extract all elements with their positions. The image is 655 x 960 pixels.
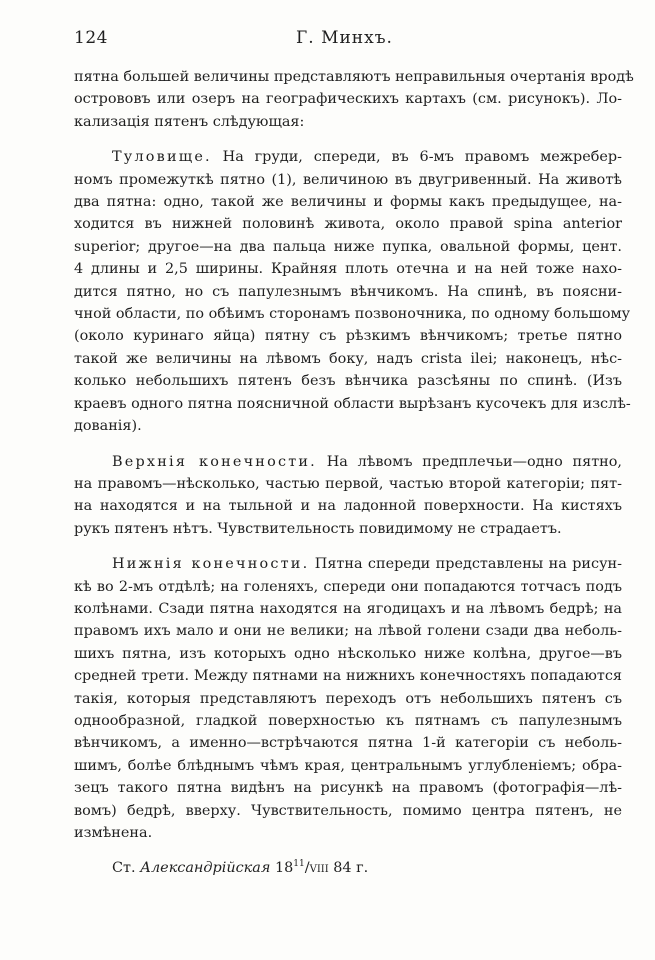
text-fragment: Пятна спереди представлены на рисун- <box>309 556 622 573</box>
text-line <box>74 451 622 473</box>
paragraph-lower-limbs <box>74 553 622 844</box>
text-line: краевъ одного пятна поясничной области вырѣзанъ кусочекъ для изслѣ- <box>74 395 631 412</box>
signature-year: 84 г. <box>328 860 369 877</box>
text-line: такія, которыя представляютъ переходъ отъ небольшихъ пятенъ съ <box>74 690 622 707</box>
text-line: 4 длины и 2,5 ширины. Крайняя плоть отечна и на ней тоже нахо- <box>74 261 622 278</box>
text-line: кализація пятенъ слѣдующая: <box>74 113 305 130</box>
paragraph-gap <box>74 844 622 857</box>
text-line: номъ промежуткѣ пятно (1), величиною въ двугривенный. На животѣ <box>74 171 622 188</box>
signature-month-roman: VIII <box>309 864 329 876</box>
text-line: острововъ или озеръ на географическихъ картахъ (см. рисунокъ). Ло- <box>74 91 622 108</box>
text-line: правомъ ихъ мало и они не велики; на лѣвой голени сзади два неболь- <box>74 623 622 640</box>
text-line <box>74 146 622 168</box>
text-line: вѣнчикомъ, а именно—встрѣчаются пятна 1-й категоріи съ неболь- <box>74 735 622 752</box>
signature-month-sup: 11 <box>293 859 305 870</box>
section-heading-upper-limbs: Верхнія конечности. <box>112 453 317 470</box>
page-number: 124 <box>74 28 108 48</box>
body-text <box>74 66 634 882</box>
text-line: на находятся и на тыльной и на ладонной поверхности. На кистяхъ <box>74 498 622 515</box>
text-line: вомъ) бедрѣ, вверху. Чувствительность, помимо центра пятенъ, не <box>74 802 622 819</box>
paragraph-gap <box>74 133 622 146</box>
text-line: два пятна: одно, такой же величины и формы какъ предыдущее, на- <box>74 194 622 211</box>
text-line: такой же величины на лѣвомъ боку, надъ crista ilei; наконецъ, нѣс- <box>74 350 622 367</box>
section-heading-torso: Туловище. <box>112 149 212 166</box>
paragraph-intro <box>74 66 634 133</box>
signature-place: Александрійская <box>140 860 271 877</box>
section-heading-lower-limbs: Нижнія конечности. <box>112 556 310 573</box>
text-line: измѣнена. <box>74 825 153 841</box>
text-line: пятна большей величины представляютъ неправильныя очертанія вродѣ <box>74 69 634 85</box>
text-line: на правомъ—нѣсколько, частью первой, частью второй категоріи; пят- <box>74 475 622 492</box>
text-fragment: На лѣвомъ предплечьи—одно пятно, <box>316 453 622 470</box>
text-line: колько небольшихъ пятенъ безъ вѣнчика разсѣяны по спинѣ. (Изъ <box>74 373 622 390</box>
text-fragment: На груди, спереди, въ 6-мъ правомъ межребер- <box>211 149 622 166</box>
text-line: дится пятно, но съ папулезнымъ вѣнчикомъ. На спинѣ, въ поясни- <box>74 283 622 300</box>
text-line: однообразной, гладкой поверхностью къ пятнамъ съ папулезнымъ <box>74 712 622 729</box>
text-line: зецъ такого пятна видѣнъ на рисункѣ на правомъ (фотографія—лѣ- <box>74 780 622 797</box>
text-line: шихъ пятна, изъ которыхъ одно нѣсколько ниже колѣна, другое—въ <box>74 645 622 662</box>
text-line: (около куринаго яйца) пятну съ рѣзкимъ вѣнчикомъ; третье пятно <box>74 328 622 345</box>
signature-month-slash: / <box>304 860 310 877</box>
text-line: шимъ, болѣе блѣднымъ чѣмъ края, центральнымъ углубленіемъ; обра- <box>74 757 622 774</box>
text-line: ходится въ нижней половинѣ живота, около правой spina anterior <box>74 216 622 233</box>
running-head: Г. Минхъ. <box>296 28 393 48</box>
signature-prefix: Ст. <box>112 860 141 877</box>
paragraph-upper-limbs <box>74 451 622 541</box>
paragraph-gap <box>74 438 622 451</box>
text-line <box>74 553 622 575</box>
text-line: колѣнами. Сзади пятна находятся на ягодицахъ и на лѣвомъ бедрѣ; на <box>74 600 622 617</box>
signature-line <box>74 857 622 881</box>
text-line: дованія). <box>74 418 142 435</box>
text-line: чной области, по обѣимъ сторонамъ позвоночника, по одному большому <box>74 306 631 323</box>
text-line: superior; другое—на два пальца ниже пупка, овальной формы, цент. <box>74 238 622 255</box>
paragraph-gap <box>74 540 622 553</box>
signature-day: 18 <box>270 860 294 877</box>
paragraph-torso <box>74 146 631 437</box>
text-line: кѣ во 2-мъ отдѣлѣ; на голеняхъ, спереди они попадаются тотчасъ подъ <box>74 578 622 595</box>
page-header <box>74 28 595 52</box>
text-line: средней трети. Между пятнами на нижнихъ конечностяхъ попадаются <box>74 668 622 685</box>
text-line: рукъ пятенъ нѣтъ. Чувствительность повидимому не страдаетъ. <box>74 520 562 537</box>
